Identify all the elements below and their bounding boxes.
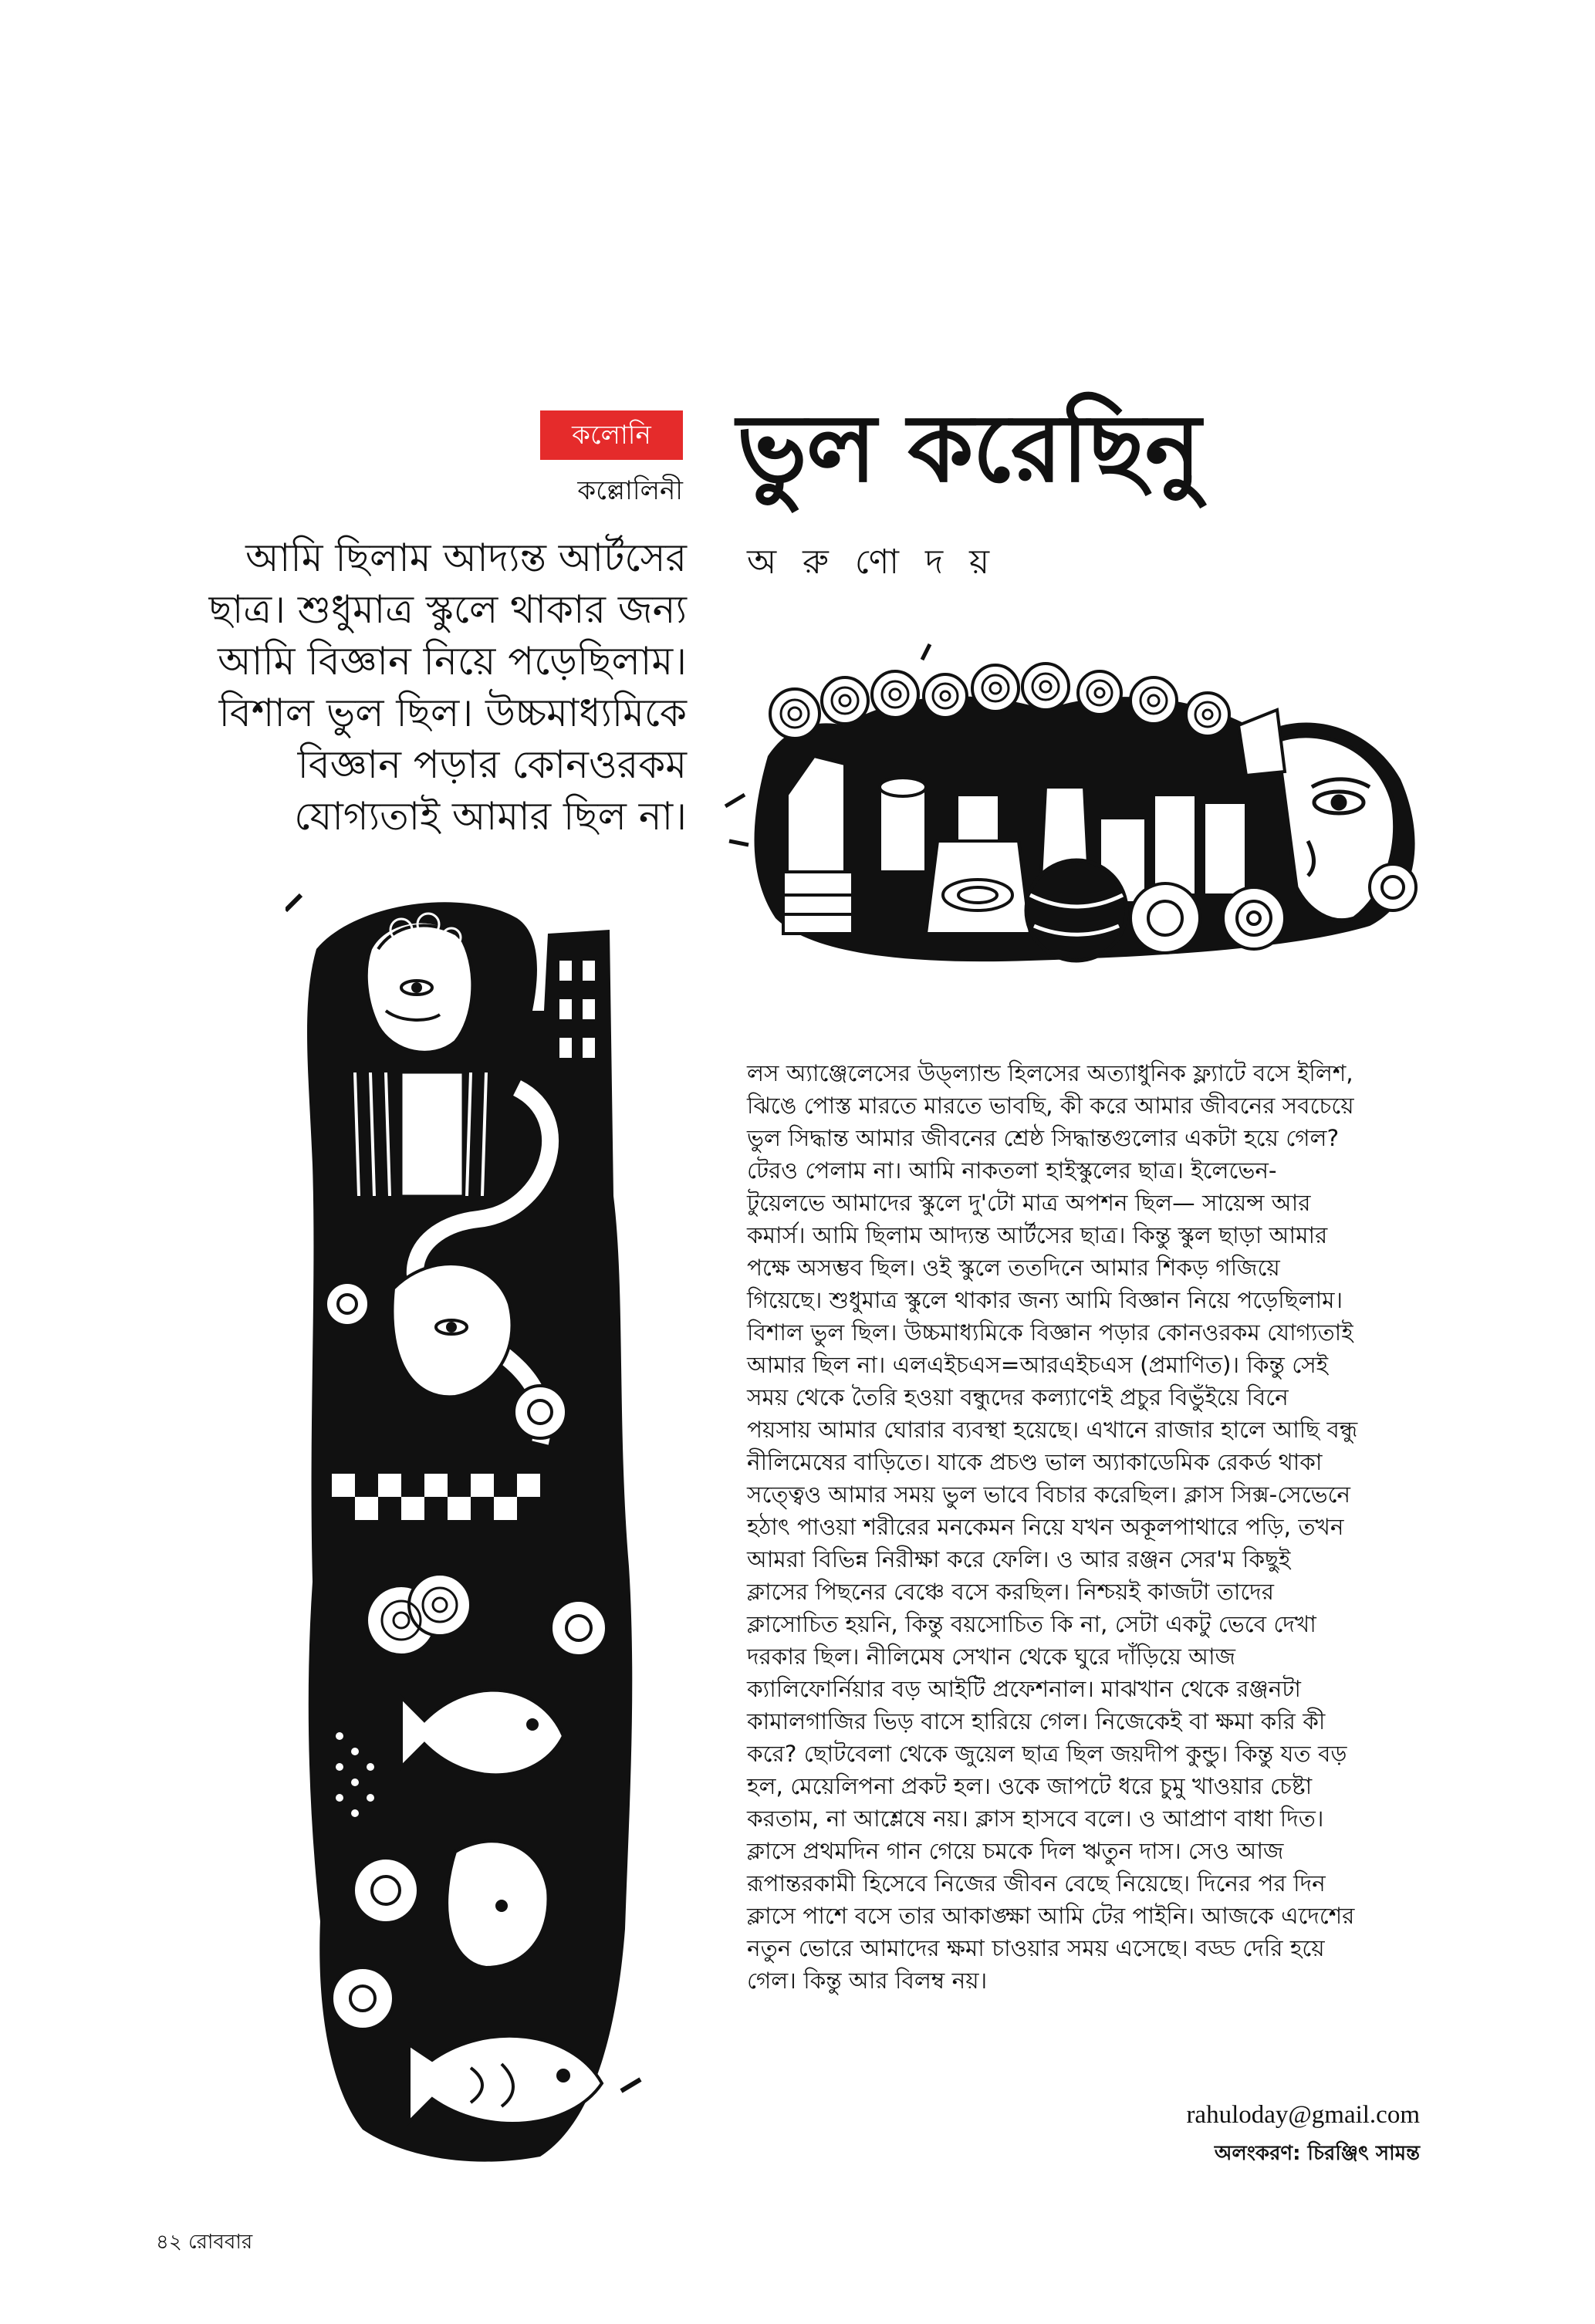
body-line: ক্লাসে পাশে বসে তার আকাঙ্ক্ষা আমি টের পাইনি। আজকে এদেশের [747, 1903, 1355, 1929]
body-line: বিশাল ভুল ছিল। উচ্চমাধ্যমিকে বিজ্ঞান পড়ার কোনওরকম যোগ্যতাই [747, 1319, 1353, 1346]
body-line: গিয়েছে। শুধুমাত্র স্কুলে থাকার জন্য আমি বিজ্ঞান নিয়ে পড়েছিলাম। [747, 1287, 1343, 1313]
article-byline: অ রু ণো দ য় [747, 542, 998, 582]
pull-quote-line: আমি ছিলাম আদ্যন্ত আর্টসের [245, 535, 687, 580]
article-body [747, 1057, 1422, 1997]
body-line: আমরা বিভিন্ন নিরীক্ষা করে ফেলি। ও আর রঞ্জন সের'ম কিছুই [747, 1546, 1291, 1572]
body-line: পক্ষে অসম্ভব ছিল। ওই স্কুলে ততদিনে আমার শিকড় গজিয়ে [747, 1255, 1280, 1281]
body-line: করে? ছোটবেলা থেকে জুয়েল ছাত্র ছিল জয়দীপ কুন্ডু। কিন্তু যত বড় [747, 1741, 1347, 1767]
crowd-drawing [286, 887, 648, 2168]
page-footer: ৪২ রোববার [156, 2231, 253, 2254]
pull-quote-line: যোগ্যতাই আমার ছিল না। [294, 794, 687, 839]
pull-quote-line: ছাত্র। শুধুমাত্র স্কুলে থাকার জন্য [208, 587, 687, 632]
body-line: আমার ছিল না। এলএইচএস=আরএইচএস (প্রমাণিত)। কিন্তু সেই [747, 1352, 1329, 1378]
crowd-illustration [286, 887, 648, 2168]
body-line: নীলিমেষের বাড়িতে। যাকে প্রচণ্ড ভাল অ্যাকাডেমিক রেকর্ড থাকা [747, 1449, 1323, 1475]
author-email: rahuloday@gmail.com [1186, 2101, 1420, 2129]
body-line: হঠাৎ পাওয়া শরীরের মনকেমন নিয়ে যখন অকূলপাথারে পড়ি, তখন [747, 1514, 1344, 1540]
body-line: গেল। কিন্তু আর বিলম্ব নয়। [747, 1968, 988, 1994]
article-headline: ভুল করেছিনু [737, 392, 1201, 503]
body-line: ভুল সিদ্ধান্ত আমার জীবনের শ্রেষ্ঠ সিদ্ধান্তগুলোর একটা হয়ে গেল? [747, 1125, 1340, 1151]
body-line: টেরও পেলাম না। আমি নাকতলা হাইস্কুলের ছাত্র। ইলেভেন- [747, 1157, 1277, 1184]
still-life-drawing [721, 640, 1431, 988]
body-line: সময় থেকে তৈরি হওয়া বন্ধুদের কল্যাণেই প্রচুর বিভুঁইয়ে বিনে [747, 1384, 1289, 1410]
pull-quote-line: আমি বিজ্ঞান নিয়ে পড়েছিলাম। [218, 639, 687, 684]
still-life-illustration [721, 640, 1431, 988]
illustration-credit: অলংকরণ: চিরঞ্জিৎ সামন্ত [1214, 2142, 1420, 2165]
pull-quote [154, 532, 687, 843]
body-line: হল, মেয়েলিপনা প্রকট হল। ওকে জাপটে ধরে চুমু খাওয়ার চেষ্টা [747, 1773, 1313, 1799]
body-line: কমার্স। আমি ছিলাম আদ্যন্ত আর্টসের ছাত্র। কিন্তু স্কুল ছাড়া আমার [747, 1222, 1328, 1248]
body-line: রূপান্তরকামী হিসেবে নিজের জীবন বেছে নিয়েছে। দিনের পর দিন [747, 1870, 1326, 1897]
body-line: পয়সায় আমার ঘোরার ব্যবস্থা হয়েছে। এখানে রাজার হালে আছি বন্ধু [747, 1417, 1358, 1443]
pull-quote-line: বিশাল ভুল ছিল। উচ্চমাধ্যমিকে [218, 691, 687, 735]
body-line: ঝিঙে পোস্ত মারতে মারতে ভাবছি, কী করে আমার জীবনের সবচেয়ে [747, 1093, 1354, 1119]
body-line: ক্যালিফোর্নিয়ার বড় আইটি প্রফেশনাল। মাঝখান থেকে রঞ্জনটা [747, 1676, 1301, 1702]
body-line: ক্লাসে প্রথমদিন গান গেয়ে চমকে দিল ঋতুন দাস। সেও আজ [747, 1838, 1284, 1864]
body-line: কামালগাজির ভিড় বাসে হারিয়ে গেল। নিজেকেই বা ক্ষমা করি কী [747, 1708, 1326, 1735]
body-line: দরকার ছিল। নীলিমেষ সেখান থেকে ঘুরে দাঁড়িয়ে আজ [747, 1643, 1236, 1670]
body-line: সত্ত্বেও আমার সময় ভুল ভাবে বিচার করেছিল। ক্লাস সিক্স-সেভেনে [747, 1481, 1351, 1508]
section-tag: কলোনি [540, 410, 683, 460]
body-line: ক্লাসোচিত হয়নি, কিন্তু বয়সোচিত কি না, সেটা একটু ভেবে দেখা [747, 1611, 1316, 1637]
section-subtag: কল্লোলিনী [577, 475, 683, 506]
body-line: টুয়েলভে আমাদের স্কুলে দু'টো মাত্র অপশন ছিল— সায়েন্স আর [747, 1190, 1311, 1216]
body-line: নতুন ভোরে আমাদের ক্ষমা চাওয়ার সময় এসেছে। বড্ড দেরি হয়ে [747, 1935, 1325, 1961]
body-line: লস অ্যাঞ্জেলেসের উড্‌ল্যান্ড হিলসের অত্যাধুনিক ফ্ল্যাটে বসে ইলিশ, [747, 1060, 1353, 1086]
body-line: করতাম, না আশ্লেষে নয়। ক্লাস হাসবে বলে। ও আপ্রাণ বাধা দিত। [747, 1805, 1324, 1832]
body-line: ক্লাসের পিছনের বেঞ্চে বসে করছিল। নিশ্চয়ই কাজটা তাদের [747, 1579, 1275, 1605]
pull-quote-line: বিজ্ঞান পড়ার কোনওরকম [297, 742, 687, 787]
